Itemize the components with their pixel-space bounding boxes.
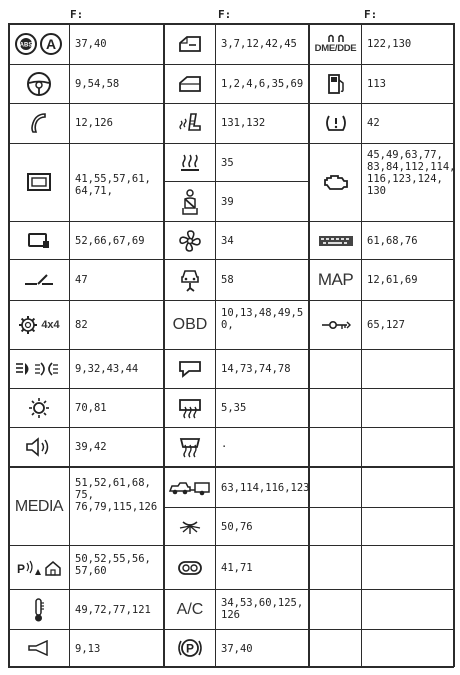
col2-row6-value: 34 [221,235,234,247]
thermometer-icon [10,590,68,629]
media-icon [10,468,68,545]
col3-row6-value: 12,61,69 [367,274,418,286]
col1-row12-value: 50,52,55,56, 57,60 [75,553,151,577]
col3-row2-value: 113 [367,78,386,90]
4x4-label: 4x4 [41,319,60,331]
col2-row2-value: 1,2,4,6,35,69 [221,78,304,90]
col2-row4-value: 35 [221,157,234,169]
svg-text:ABS: ABS [19,42,33,49]
obd-icon [165,301,215,349]
col1-divider [69,23,70,667]
car-alarm-icon [165,260,215,300]
col2-row14-value: 41,71 [221,562,253,574]
col2-divider [215,23,216,667]
col1-row1-value: 37,40 [75,38,107,50]
phone-handset-icon [10,104,68,142]
col1-row5-value: 52,66,67,69 [75,235,145,247]
key-remote-icon [310,301,361,349]
steering-wheel-icon [10,65,68,103]
dme-dde-label: DME/DDE [314,43,357,54]
ac-icon [165,590,215,629]
col2-row1-value: 3,7,12,42,45 [221,38,297,50]
col2-row15-value: 34,53,60,125, 126 [221,597,304,621]
col1-row7-value: 82 [75,319,88,331]
map-label: MAP [317,270,354,289]
col1-row13-value: 49,72,77,121 [75,604,151,616]
svg-text:P: P [185,641,195,656]
display-screen-icon [10,144,68,220]
abs-traction-icon [10,25,68,63]
obd-label: OBD [172,316,208,333]
col1-row3-value: 12,126 [75,117,113,129]
col2-row10-value: 5,35 [221,402,247,414]
svg-text:P: P [17,561,26,576]
col2-row9-value: 14,73,74,78 [221,363,291,375]
col3-row5-value: 61,68,76 [367,235,418,247]
table-right-border [453,23,455,667]
fan-icon [165,222,215,259]
col1-row8-value: 9,32,43,44 [75,363,139,375]
col2-row7-value: 58 [221,274,234,286]
engine-icon [310,144,361,220]
col3-row7-value: 65,127 [367,319,405,331]
col1-row2-value: 9,54,58 [75,78,120,90]
keyboard-icon [310,222,361,259]
col1-row14-value: 9,13 [75,643,101,655]
col1-row6-value: 47 [75,274,88,286]
4x4-gear-icon [10,301,68,349]
col3-row4-value: 45,49,63,77, 83,84,112,114, 116,123,124, 130 [367,149,456,197]
col2-row5-value: 39 [221,196,234,208]
door-open-icon [165,25,215,63]
glovebox-icon [10,222,68,259]
col1-row11-value: 51,52,61,68, 75, 76,79,115,126 [75,477,158,513]
col2-row3-value: 131,132 [221,117,266,129]
door-closed-icon [165,65,215,103]
col2-row16-value: 37,40 [221,643,253,655]
col2-row8-value: 10,13,48,49,5 0, [221,307,304,331]
col1-row9-value: 70,81 [75,402,107,414]
instrument-cluster-icon [165,546,215,589]
col2-header: F: [218,8,232,21]
col1-header: F: [70,8,84,21]
park-assist-icon [10,546,68,589]
media-label: MEDIA [14,497,64,515]
col2-row12-value: 63,114,116,123 [221,482,310,494]
col3-row3-value: 42 [367,117,380,129]
col3-header: F: [364,8,378,21]
horn-icon [10,630,68,666]
col1-row10-value: 39,42 [75,441,107,453]
rear-defrost-icon [165,389,215,427]
col2-row11-value: · [221,441,228,453]
col3-divider [361,23,362,667]
heater-icon [165,144,215,181]
interior-light-icon [10,389,68,427]
col1-row4-value: 41,55,57,61, 64,71, [75,173,151,197]
col3-row1-value: 122,130 [367,38,412,50]
seatbelt-icon [165,182,215,221]
tire-pressure-icon [310,104,361,142]
table-top-border [8,23,454,25]
dme-dde-icon [310,25,361,63]
wiper-icon [10,260,68,300]
trailer-tow-icon [165,468,215,507]
table-bottom-border [8,666,454,668]
col2-row13-value: 50,76 [221,521,253,533]
windshield-heat-icon [165,428,215,466]
mirror-icon [165,350,215,388]
fuel-pump-icon [310,65,361,103]
speaker-icon [10,428,68,466]
ac-label: A/C [176,600,204,618]
headlight-foglight-icon [10,350,68,388]
svg-text:A: A [45,36,57,52]
map-icon [310,260,361,300]
seat-heating-icon [165,104,215,142]
parking-brake-icon [165,630,215,666]
cabin-light-icon [165,508,215,545]
